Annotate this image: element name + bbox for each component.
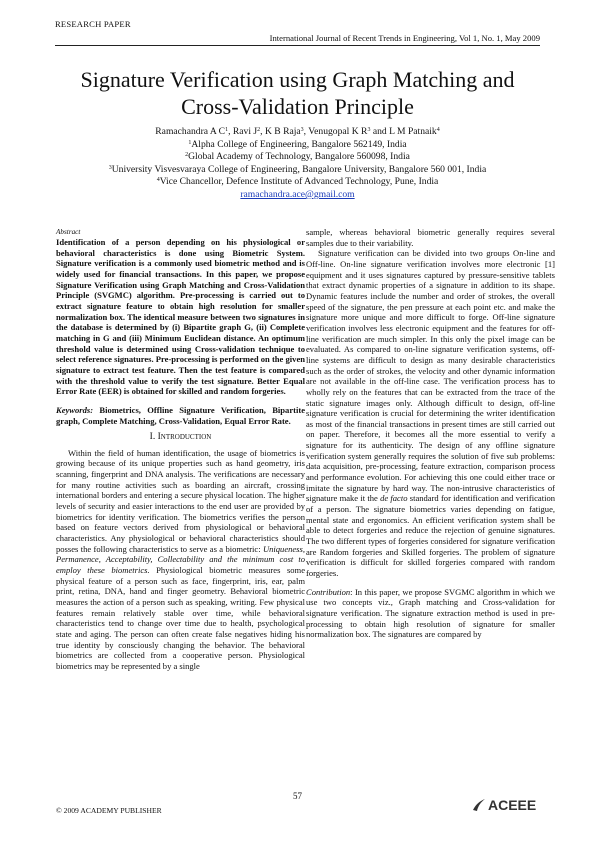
paper-title bbox=[40, 66, 555, 120]
paragraph-continued: sample, whereas behavioral biometric generally requires several samples due to their variability. bbox=[306, 227, 555, 248]
left-column bbox=[56, 227, 305, 672]
publisher-logo-text: ACEEE bbox=[488, 797, 537, 813]
journal-header: International Journal of Recent Trends in Engineering, Vol 1, No. 1, May 2009 bbox=[269, 33, 540, 43]
author-email-link[interactable]: ramachandra.ace@gmail.com bbox=[240, 188, 355, 200]
biometric-properties: Uniqueness, Permanence, Acceptability, Collectability and the minimum cost to employ these biometrics. bbox=[56, 543, 305, 576]
page-number: 57 bbox=[293, 791, 302, 801]
author-name: L M Patnaik bbox=[389, 126, 437, 137]
abstract-label: Abstract bbox=[56, 228, 81, 236]
author-list: Ramachandra A $C^1$, Ravi $J^2$, K B Raja$^3$, Venugopal K $R^3$ and L M Patnaik$^4$ bbox=[155, 126, 440, 137]
author-name: Ravi J bbox=[232, 126, 258, 137]
author-name: K B Raja bbox=[264, 126, 301, 137]
author-name: Venugopal K R bbox=[308, 126, 368, 137]
title-line-1: Signature Verification using Graph Matching and bbox=[80, 67, 515, 92]
copyright-notice: © 2009 ACADEMY PUBLISHER bbox=[56, 806, 162, 815]
header-divider bbox=[55, 45, 540, 46]
title-line-2: Cross-Validation Principle bbox=[181, 94, 414, 119]
contribution-paragraph: Contribution: In this paper, we propose SVGMC algorithm in which we use two concepts viz., Graph matching and Cross-validation for signature verification. The signature extraction method is used in pre-processing to obtain high resolution of signature for smaller normalization box. The signatures are compared by bbox=[306, 586, 555, 640]
affiliation: $^3$University Visvesvaraya College of Engineering, Bangalore University, Bangalore 560 001, India bbox=[108, 163, 487, 175]
abstract-text: Identification of a person depending on his physiological or behavioral characteristics is done using Biometric System. Signature verification is a commonly used biometric method and is widely used for financial transactions. In this paper, we propose Signature Verification using Graph Matching and Cross-Validation Principle (SVGMC) algorithm. Pre-processing is carried out to extract signature feature to obtain high resolution for smaller normalization box. The identical measure between two signatures in the database is determined by (i) Bipartite graph G, (ii) Complete matching in G and (iii) Minimum Euclidean distance. An optimum threshold value is determined using Cross-validation technique to select reference signatures. Pre-processing is performed on the given signature to extract test feature. Then the test feature is compared with the threshold value to verify the test signature. Better Equal Error Rate (EER) is obtained for skilled and random forgeries. bbox=[56, 237, 305, 397]
swoosh-icon bbox=[472, 798, 486, 812]
keywords: Keywords: Biometrics, Offline Signature Verification, Bipartite graph, Complete Matching, Cross-Validation, Equal Error Rate. bbox=[56, 404, 305, 426]
keywords-label: Keywords: bbox=[56, 404, 94, 415]
affiliation: $^1$Alpha College of Engineering, Bangalore 562149, India bbox=[188, 138, 407, 150]
contribution-label: Contribution bbox=[306, 586, 351, 597]
author-block bbox=[40, 126, 555, 202]
author-name: Ramachandra A C bbox=[155, 126, 226, 137]
affiliation: $^2$Global Academy of Technology, Bangalore 560098, India bbox=[185, 151, 410, 163]
research-paper-label: RESEARCH PAPER bbox=[55, 19, 131, 29]
online-offline-paragraph: Signature verification can be divided into two groups On-line and Off-line. On-line signature verification involves more electronic [1] equipment and it uses signatures captured by pressure-sensitive tablets that extract dynamic properties of a signature in addition to its shape. Dynamic features include the number and order of strokes, the overall speed of the signature, the pen pressure at each point etc. and make the signature more unique and more difficult to forge. Off-line signature verification involves less electronic equipment and the features for off-line verification are much simpler. In this only the pixel image can be evaluated. As compared to on-line signature verification systems, off-line systems are difficult to design as many desirable characteristics such as the order of strokes, the velocity and other dynamic information are not available in the off-line case. The verification process has to wholly rely on the features that can be extracted from the trace of the static signature images only. Although difficult to design, off-line signature verification is crucial for determining the writer identification as most of the financial transactions in present times are still carried out on paper. Therefore, it becomes all the more essential to verify a signature for its authenticity. The design of any offline signature verification system generally requires the solution of five sub problems: data acquisition, pre-processing, feature extraction, comparison process and performance evolution. For achieving this one could either trace or imitate the signature by hard way. The non-intrusive characteristics of signature make it the de facto standard for identification and verification of a person. The signature biometrics varies depending on fatigue, mental state and ergonomics. An efficient verification system shall be able to detect forgeries and reduce the rejection of genuine signatures. The two different types of forgeries considered for signature verification are Random forgeries and Skilled forgeries. The problem of signature verification is difficult for skilled forgeries compared with random forgeries. bbox=[306, 248, 555, 578]
affiliation: $^4$Vice Chancellor, Defence Institute of Advanced Technology, Pune, India bbox=[156, 176, 439, 188]
right-column bbox=[306, 227, 555, 640]
intro-paragraph-1: Within the field of human identification, the usage of biometrics is growing because of its unique properties such as hand geometry, iris scanning, fingerprint and DNA analysis. The verifications are necessary for many routine activities such as boarding an aircraft, crossing international borders and entering a secure physical location. The higher levels of security and easier interactions to the end user are provided by biometrics for identity verification. The biometrics verifies the person based on feature vectors derived from physiological or behavioral characteristics. Any physiological or behavioral characteristics should posses the following characteristics to serve as a biometric: Uniqueness, Permanence, Acceptability, Collectability and the minimum cost to employ these biometrics. Physiological biometric measures some physical feature of a person such as face, fingerprint, iris, ear, palm print, retina, DNA, hand and finger geometry. Behavioral biometric measures the action of a person such as speaking, writing. Few physical features remain relatively stable over time, while behavioral characteristics tend to change over time due to health, psychological state and aging. The person can often create false negatives hiding his true identity by consciously changing the behavior. The behavioral biometrics are collected from a cooperative person. Physiological biometrics may be represented by a single bbox=[56, 447, 305, 671]
publisher-logo bbox=[472, 797, 536, 813]
section-heading: I. Introduction bbox=[149, 432, 212, 443]
